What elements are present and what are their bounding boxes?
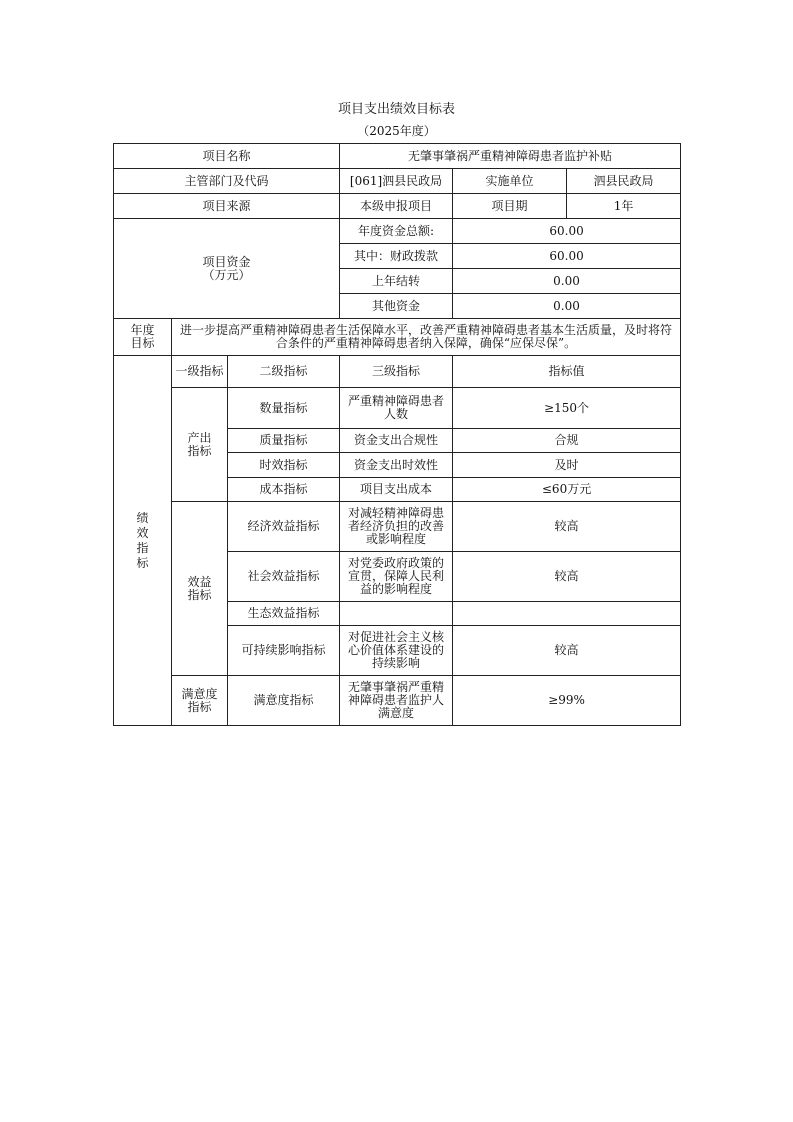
perf-label-text: 绩效指标 <box>136 510 149 570</box>
l2-cell: 生态效益指标 <box>228 602 340 626</box>
impl-label: 实施单位 <box>453 169 567 194</box>
value-cell: ≤60万元 <box>453 478 681 502</box>
project-name-label: 项目名称 <box>114 144 340 169</box>
benefit-label-text: 效益指标 <box>187 574 212 602</box>
value-cell: ≥99% <box>453 676 681 726</box>
funds-row-value: 0.00 <box>453 269 681 294</box>
dept-value: [061]泗县民政局 <box>340 169 453 194</box>
value-cell: 较高 <box>453 502 681 552</box>
benefit-label <box>172 502 228 676</box>
value-cell: 及时 <box>453 453 681 478</box>
satisfaction-label <box>172 676 228 726</box>
header-level3: 三级指标 <box>340 356 453 388</box>
row-dept <box>114 169 681 194</box>
l2-cell: 满意度指标 <box>228 676 340 726</box>
header-level2: 二级指标 <box>228 356 340 388</box>
funds-label-cell <box>114 219 340 319</box>
l3-cell: 对促进社会主义核心价值体系建设的持续影响 <box>340 626 453 676</box>
l3-cell <box>340 602 453 626</box>
page-subtitle: （2025年度） <box>357 124 436 138</box>
output-label <box>172 388 228 502</box>
row-project-name <box>114 144 681 169</box>
goal-text: 进一步提高严重精神障碍患者生活保障水平，改善严重精神障碍患者基本生活质量，及时将符合条件的严重精神障碍患者纳入保障，确保“应保尽保”。 <box>172 319 681 356</box>
l3-cell: 项目支出成本 <box>340 478 453 502</box>
value-cell: ≥150个 <box>453 388 681 429</box>
funds-row-label: 上年结转 <box>340 269 453 294</box>
l3-cell: 资金支出合规性 <box>340 429 453 453</box>
satisfaction-label-text: 满意度指标 <box>181 686 218 714</box>
funds-label: 项目资金 <box>202 254 251 269</box>
period-value: 1年 <box>567 194 681 219</box>
project-name-value: 无肇事肇祸严重精神障碍患者监护补贴 <box>340 144 681 169</box>
impl-value: 泗县民政局 <box>567 169 681 194</box>
dept-label: 主管部门及代码 <box>114 169 340 194</box>
value-cell: 较高 <box>453 552 681 602</box>
row-annual-goal <box>114 319 681 356</box>
row-funds-total <box>114 219 681 244</box>
page-title: 项目支出绩效目标表 <box>337 102 455 117</box>
l3-cell: 无肇事肇祸严重精神障碍患者监护人满意度 <box>340 676 453 726</box>
table-row <box>114 502 681 552</box>
l2-cell: 社会效益指标 <box>228 552 340 602</box>
l2-cell: 经济效益指标 <box>228 502 340 552</box>
goal-label-cell <box>114 319 172 356</box>
table-row <box>114 388 681 429</box>
header-level1: 一级指标 <box>172 356 228 388</box>
funds-row-value: 0.00 <box>453 294 681 319</box>
l2-cell: 可持续影响指标 <box>228 626 340 676</box>
l3-cell: 对党委政府政策的宣贯，保障人民利益的影响程度 <box>340 552 453 602</box>
funds-unit: （万元） <box>202 267 251 282</box>
l2-cell: 时效指标 <box>228 453 340 478</box>
table-row <box>114 676 681 726</box>
value-cell: 合规 <box>453 429 681 453</box>
goal-label-line1: 年度 <box>130 323 155 337</box>
perf-label <box>114 356 172 726</box>
performance-table <box>113 143 681 726</box>
funds-row-label: 其中：财政拨款 <box>340 244 453 269</box>
value-cell <box>453 602 681 626</box>
funds-row-value: 60.00 <box>453 219 681 244</box>
value-cell: 较高 <box>453 626 681 676</box>
funds-row-value: 60.00 <box>453 244 681 269</box>
l3-cell: 对减轻精神障碍患者经济负担的改善或影响程度 <box>340 502 453 552</box>
source-label: 项目来源 <box>114 194 340 219</box>
funds-row-label: 其他资金 <box>340 294 453 319</box>
period-label: 项目期 <box>453 194 567 219</box>
header-value: 指标值 <box>453 356 681 388</box>
l2-cell: 质量指标 <box>228 429 340 453</box>
funds-row-label: 年度资金总额: <box>340 219 453 244</box>
l3-cell: 严重精神障碍患者人数 <box>340 388 453 429</box>
source-value: 本级申报项目 <box>340 194 453 219</box>
row-perf-header <box>114 356 681 388</box>
l2-cell: 数量指标 <box>228 388 340 429</box>
row-source <box>114 194 681 219</box>
goal-label-line2: 目标 <box>130 336 155 350</box>
l3-cell: 资金支出时效性 <box>340 453 453 478</box>
output-label-text: 产出指标 <box>187 430 212 458</box>
l2-cell: 成本指标 <box>228 478 340 502</box>
